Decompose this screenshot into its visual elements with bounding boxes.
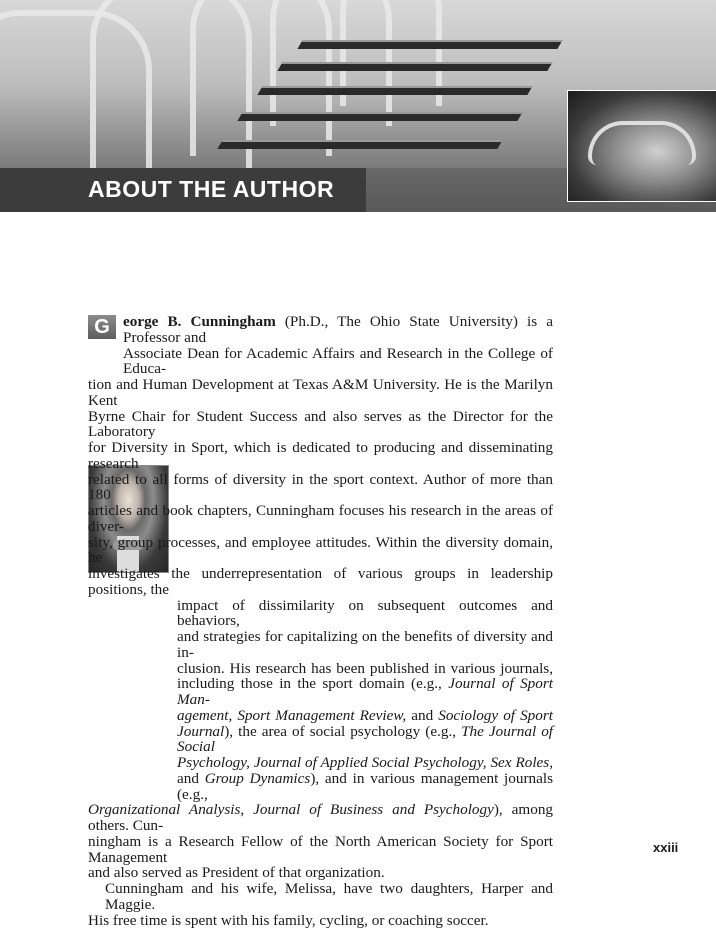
text-segment: Cunningham and his wife, Melissa, have two daughters, Harper and Maggie.	[105, 880, 553, 913]
text-segment: ), among others. Cun-	[88, 801, 554, 834]
text-segment: and also served as President of that organization.	[88, 864, 385, 882]
text-segment: Byrne Chair for Student Success and also serves as the Director for the Laboratory	[88, 407, 553, 441]
author-bio	[88, 314, 553, 928]
text-segment: clusion. His research has been published in various journals,	[177, 659, 553, 677]
text-line	[88, 724, 553, 756]
journal-title: The Journal of Social	[177, 722, 554, 756]
text-segment: sity, group processes, and employee attitudes. Within the diversity domain, he	[88, 533, 553, 567]
text-line	[88, 708, 553, 724]
text-segment: His free time is spent with his family, cycling, or coaching soccer.	[88, 911, 489, 929]
text-segment: and	[406, 706, 439, 724]
header-banner-image	[0, 0, 716, 212]
text-line	[88, 472, 553, 504]
text-line	[88, 535, 553, 567]
text-line	[88, 771, 553, 803]
journal-title: Journal	[177, 722, 225, 740]
text-segment: impact of dissimilarity on subsequent outcomes and behaviors,	[177, 596, 553, 630]
text-line	[88, 629, 553, 661]
journal-title: agement, Sport Management Review,	[177, 706, 407, 724]
text-segment: ), and in various management journals (e.g.,	[177, 769, 553, 803]
text-segment: investigates the underrepresentation of various groups in leadership positions, the	[88, 565, 553, 598]
text-line	[88, 377, 553, 409]
journal-title: Organizational Analysis, Journal of Business and Psychology	[88, 801, 494, 819]
text-line	[88, 834, 553, 866]
text-line	[88, 566, 553, 598]
text-line	[88, 755, 553, 771]
text-line	[88, 676, 553, 708]
football-player-photo	[567, 90, 716, 202]
text-segment: including those in the sport domain (e.g.,	[177, 675, 449, 693]
text-segment: for Diversity in Sport, which is dedicated to producing and disseminating research	[88, 439, 553, 472]
text-segment: tion and Human Development at Texas A&M University. He is the Marilyn Kent	[88, 376, 553, 409]
text-line	[88, 440, 553, 472]
journal-title: Sociology of Sport	[438, 706, 553, 724]
text-line	[88, 409, 553, 441]
text-segment: (Ph.D., The Ohio State University) is a Professor and	[123, 313, 553, 346]
text-segment: and strategies for capitalizing on the benefits of diversity and in-	[177, 628, 553, 661]
text-line	[88, 661, 553, 677]
text-line	[88, 913, 553, 929]
text-line	[88, 598, 553, 630]
text-line	[88, 503, 553, 535]
text-line	[88, 346, 553, 378]
journal-title: Group Dynamics	[204, 769, 311, 787]
journal-title: Journal of Sport Man-	[177, 675, 553, 708]
text-line	[88, 802, 553, 834]
text-line	[88, 881, 553, 913]
text-line	[88, 314, 553, 346]
text-segment: ningham is a Research Fellow of the North American Society for Sport Management	[88, 832, 553, 866]
text-segment: related to all forms of diversity in the sport context. Author of more than 180	[88, 470, 553, 504]
text-line	[88, 865, 553, 881]
text-segment: and	[177, 769, 205, 787]
page-title: ABOUT THE AUTHOR	[88, 176, 335, 202]
page-number: xxiii	[653, 840, 679, 855]
text-segment: Associate Dean for Academic Affairs and Research in the College of Educa-	[123, 344, 553, 378]
drop-cap: G	[88, 315, 116, 339]
text-segment: articles and book chapters, Cunningham focuses his research in the areas of diver-	[88, 502, 553, 535]
author-name: eorge B. Cunningham	[123, 313, 276, 330]
text-segment: ), the area of social psychology (e.g.,	[224, 722, 462, 740]
journal-title: Psychology, Journal of Applied Social Psychology, Sex Roles,	[177, 754, 553, 771]
